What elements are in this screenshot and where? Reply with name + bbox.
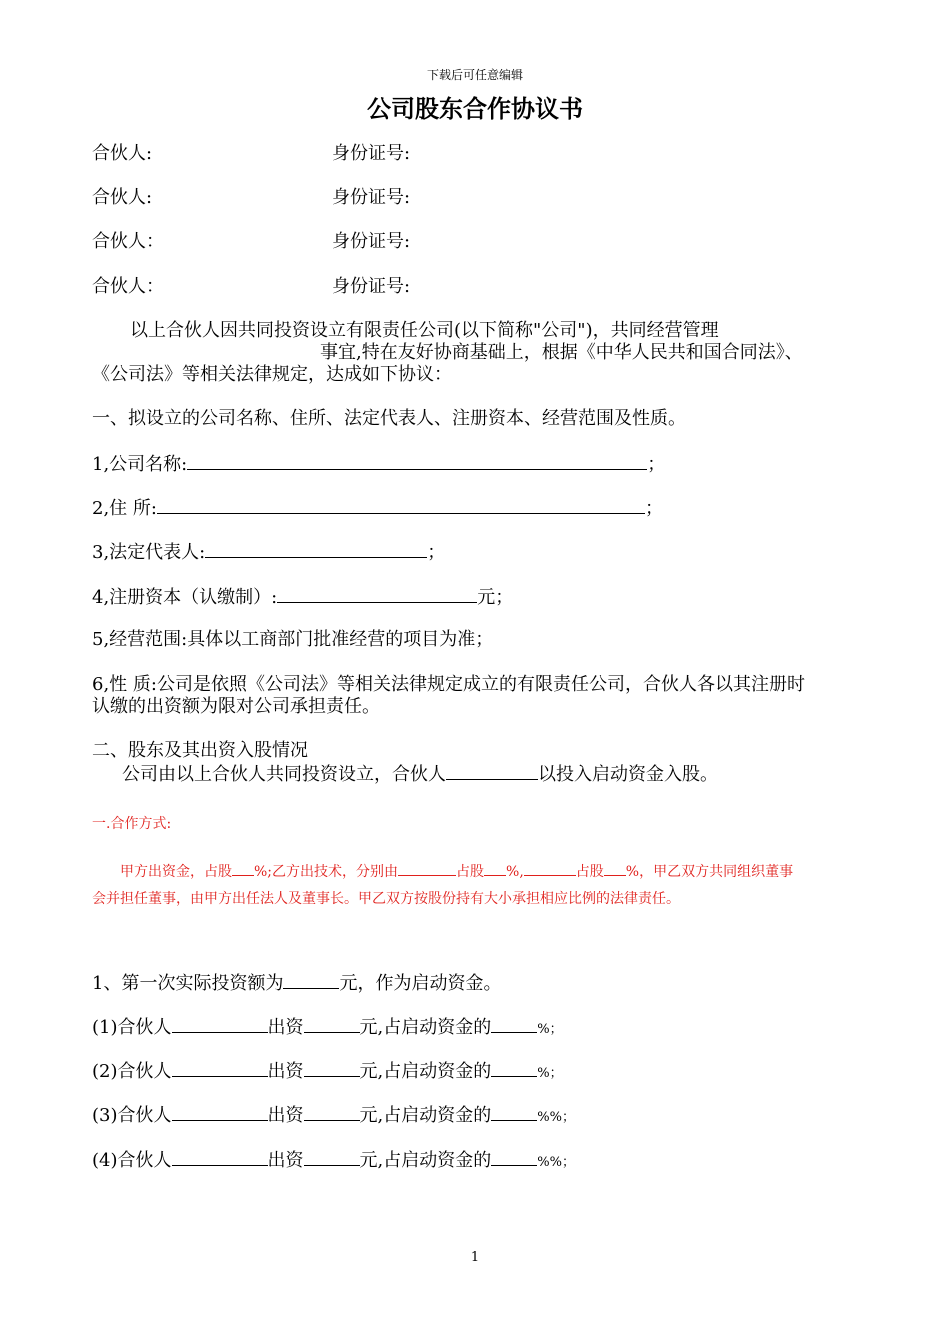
row-invest-label: 出资 bbox=[267, 1150, 304, 1171]
address-label: 2,住 所: bbox=[92, 498, 157, 519]
first-investment-b: 元，作为启动资金。 bbox=[339, 973, 502, 994]
row-partner-label: (2)合伙人 bbox=[92, 1061, 172, 1082]
section-2-heading: 二、股东及其出资入股情况 bbox=[92, 740, 308, 761]
company-name-label: 1,公司名称: bbox=[92, 454, 188, 475]
section-2-line-a: 公司由以上合伙人共同投资设立，合伙人 bbox=[122, 764, 446, 785]
address-blank bbox=[157, 496, 645, 514]
legal-rep-field bbox=[92, 540, 445, 564]
coop-blank-3 bbox=[484, 862, 506, 876]
partner-name-blank bbox=[172, 1015, 268, 1033]
coop-text-b: %;乙方出技术，分别由 bbox=[254, 864, 399, 880]
coop-text-c: 占股 bbox=[456, 864, 485, 880]
row-end: %%； bbox=[537, 1155, 575, 1170]
id-number-label: 身份证号: bbox=[332, 143, 411, 164]
partner-label: 合伙人: bbox=[92, 187, 153, 208]
row-unit-label: 元,占启动资金的 bbox=[359, 1105, 492, 1126]
legal-rep-label: 3,法定代表人: bbox=[92, 542, 206, 563]
coop-blank-2 bbox=[398, 862, 456, 876]
row-end: %； bbox=[537, 1022, 563, 1037]
address-field bbox=[92, 496, 663, 520]
first-investment bbox=[92, 971, 501, 995]
row-unit-label: 元,占启动资金的 bbox=[359, 1150, 492, 1171]
cooperation-line-2: 会并担任董事，由甲方出任法人及董事长。甲乙双方按股份持有大小承担相应比例的法律责任。 bbox=[92, 891, 680, 907]
page-title: 公司股东合作协议书 bbox=[367, 94, 583, 123]
section-2-line-b: 以投入启动资金入股。 bbox=[538, 764, 718, 785]
header-note: 下载后可任意编辑 bbox=[426, 68, 523, 82]
row-invest-label: 出资 bbox=[267, 1061, 304, 1082]
investor-blank bbox=[446, 762, 538, 780]
partner-name-blank bbox=[172, 1148, 268, 1166]
row-unit-label: 元,占启动资金的 bbox=[359, 1017, 492, 1038]
partner-label: 合伙人: bbox=[92, 143, 153, 164]
amount-blank bbox=[304, 1103, 360, 1121]
id-number-label: 身份证号: bbox=[332, 276, 411, 297]
partner-label: 合伙人： bbox=[92, 231, 164, 252]
cooperation-heading: 一.合作方式: bbox=[92, 816, 172, 832]
company-name-end: ； bbox=[647, 454, 666, 475]
nature-line-2: 认缴的出资额为限对公司承担责任。 bbox=[92, 696, 380, 717]
partner-name-blank bbox=[172, 1103, 268, 1121]
amount-blank bbox=[304, 1148, 360, 1166]
intro-line-3: 《公司法》等相关法律规定，达成如下协议： bbox=[92, 364, 452, 385]
page-number: 1 bbox=[470, 1250, 480, 1265]
investment-row bbox=[92, 1015, 563, 1041]
investment-row bbox=[92, 1103, 575, 1129]
coop-text-e: 占股 bbox=[575, 864, 604, 880]
coop-blank-5 bbox=[604, 862, 626, 876]
coop-blank-1 bbox=[232, 862, 254, 876]
company-name-blank bbox=[187, 452, 647, 470]
business-scope: 5,经营范围:具体以工商部门批准经营的项目为准； bbox=[92, 629, 494, 650]
percent-blank bbox=[491, 1059, 537, 1077]
first-investment-blank bbox=[283, 971, 339, 989]
investment-row bbox=[92, 1059, 563, 1085]
cooperation-line-1 bbox=[120, 862, 793, 881]
registered-capital-blank bbox=[277, 585, 477, 603]
row-partner-label: (1)合伙人 bbox=[92, 1017, 172, 1038]
row-end: %%； bbox=[537, 1110, 575, 1125]
id-number-label: 身份证号: bbox=[332, 231, 411, 252]
first-investment-a: 1、第一次实际投资额为 bbox=[92, 973, 284, 994]
row-partner-label: (3)合伙人 bbox=[92, 1105, 172, 1126]
percent-blank bbox=[491, 1103, 537, 1121]
legal-rep-blank bbox=[205, 540, 427, 558]
row-unit-label: 元,占启动资金的 bbox=[359, 1061, 492, 1082]
address-end: ； bbox=[644, 498, 663, 519]
legal-rep-end: ； bbox=[427, 542, 446, 563]
registered-capital-field bbox=[92, 585, 513, 609]
coop-blank-4 bbox=[524, 862, 576, 876]
row-invest-label: 出资 bbox=[267, 1017, 304, 1038]
row-invest-label: 出资 bbox=[267, 1105, 304, 1126]
percent-blank bbox=[491, 1015, 537, 1033]
percent-blank bbox=[491, 1148, 537, 1166]
investment-row bbox=[92, 1148, 575, 1174]
intro-line-1: 以上合伙人因共同投资设立有限责任公司(以下简称"公司")，共同经营管理 bbox=[130, 320, 719, 341]
company-name-field bbox=[92, 452, 665, 476]
id-number-label: 身份证号: bbox=[332, 187, 411, 208]
registered-capital-end: 元； bbox=[477, 587, 514, 608]
coop-text-d: %, bbox=[506, 864, 524, 880]
partner-name-blank bbox=[172, 1059, 268, 1077]
row-end: %； bbox=[537, 1066, 563, 1081]
intro-line-2: 事宜,特在友好协商基础上，根据《中华人民共和国合同法》、 bbox=[320, 342, 803, 363]
registered-capital-label: 4,注册资本（认缴制）: bbox=[92, 587, 278, 608]
nature-line-1: 6,性 质:公司是依照《公司法》等相关法律规定成立的有限责任公司，合伙人各以其注册时 bbox=[92, 674, 805, 695]
amount-blank bbox=[304, 1015, 360, 1033]
section-2-line bbox=[122, 762, 718, 786]
coop-text-f: %，甲乙双方共同组织董事 bbox=[625, 864, 794, 880]
coop-text-a: 甲方出资金，占股 bbox=[120, 864, 232, 880]
row-partner-label: (4)合伙人 bbox=[92, 1150, 172, 1171]
partner-label: 合伙人： bbox=[92, 276, 164, 297]
amount-blank bbox=[304, 1059, 360, 1077]
section-1-heading: 一、拟设立的公司名称、住所、法定代表人、注册资本、经营范围及性质。 bbox=[92, 408, 686, 429]
